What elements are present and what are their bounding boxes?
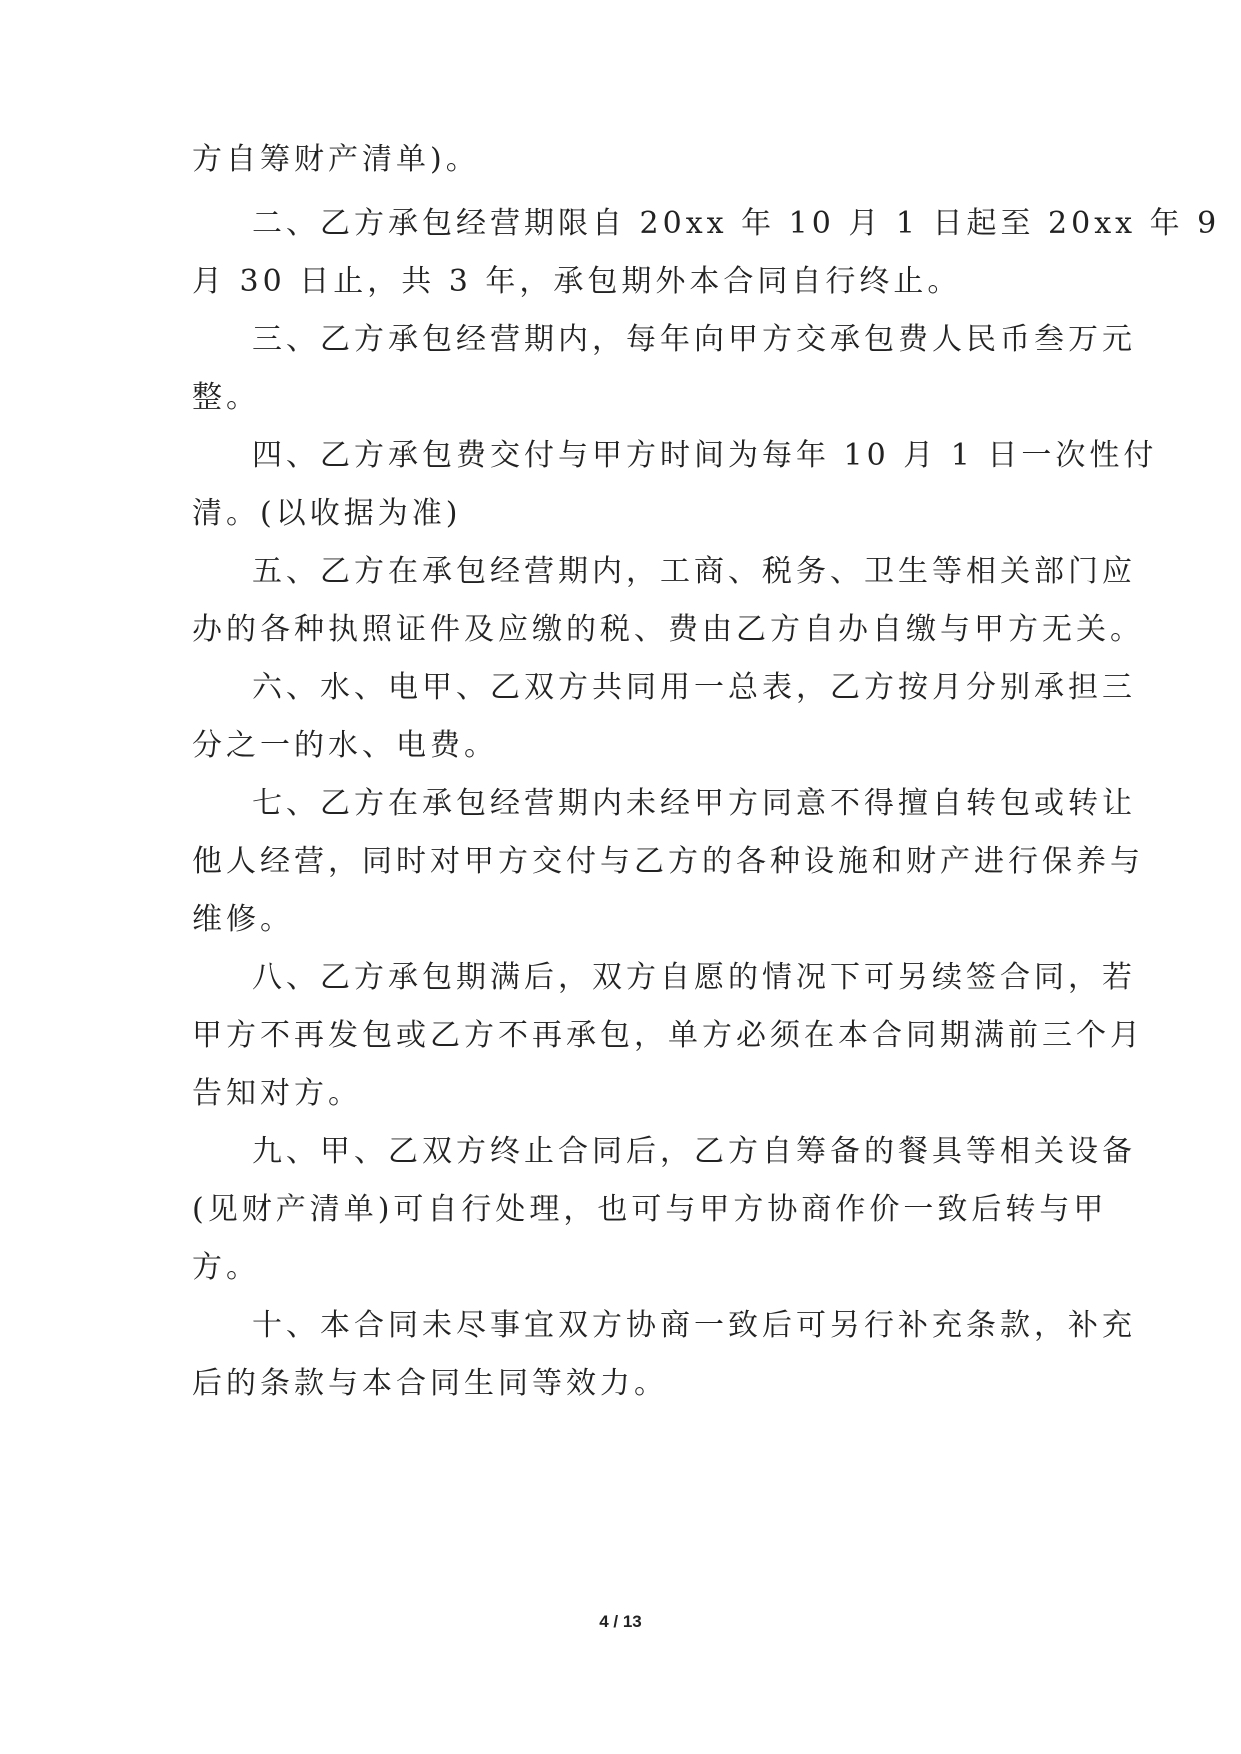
text-line: 八、乙方承包期满后，双方自愿的情况下可另续签合同，若 [252,960,1136,995]
text-line: 九、甲、乙双方终止合同后，乙方自筹备的餐具等相关设备 [252,1134,1136,1169]
text-line: 六、水、电甲、乙双方共同用一总表，乙方按月分别承担三 [252,670,1136,705]
text-line: 告知对方。 [192,1076,362,1111]
page-number: 4 / 13 [599,1612,642,1631]
text-line: 三、乙方承包经营期内，每年向甲方交承包费人民币叁万元 [252,322,1136,357]
text-line: 清。(以收据为准) [192,496,462,531]
text-line: 办的各种执照证件及应缴的税、费由乙方自办自缴与甲方无关。 [192,612,1144,647]
text-line: 七、乙方在承包经营期内未经甲方同意不得擅自转包或转让 [252,786,1136,821]
text-line: 方自筹财产清单)。 [192,142,480,177]
text-line: 四、乙方承包费交付与甲方时间为每年 10 月 1 日一次性付 [252,438,1158,473]
text-line: 二、乙方承包经营期限自 20xx 年 10 月 1 日起至 20xx 年 9 [252,206,1221,241]
text-line: 分之一的水、电费。 [192,728,498,763]
text-line: 维修。 [192,902,294,937]
text-line: 月 30 日止，共 3 年，承包期外本合同自行终止。 [192,264,962,299]
text-line: 甲方不再发包或乙方不再承包，单方必须在本合同期满前三个月 [192,1018,1144,1053]
text-line: 十、本合同未尽事宜双方协商一致后可另行补充条款，补充 [252,1308,1136,1343]
text-line: 他人经营，同时对甲方交付与乙方的各种设施和财产进行保养与 [192,844,1144,879]
text-line: 方。 [192,1250,260,1285]
text-line: (见财产清单)可自行处理，也可与甲方协商作价一致后转与甲 [192,1192,1108,1227]
text-line: 后的条款与本合同生同等效力。 [192,1366,668,1401]
text-line: 五、乙方在承包经营期内，工商、税务、卫生等相关部门应 [252,554,1136,589]
text-line: 整。 [192,380,260,415]
